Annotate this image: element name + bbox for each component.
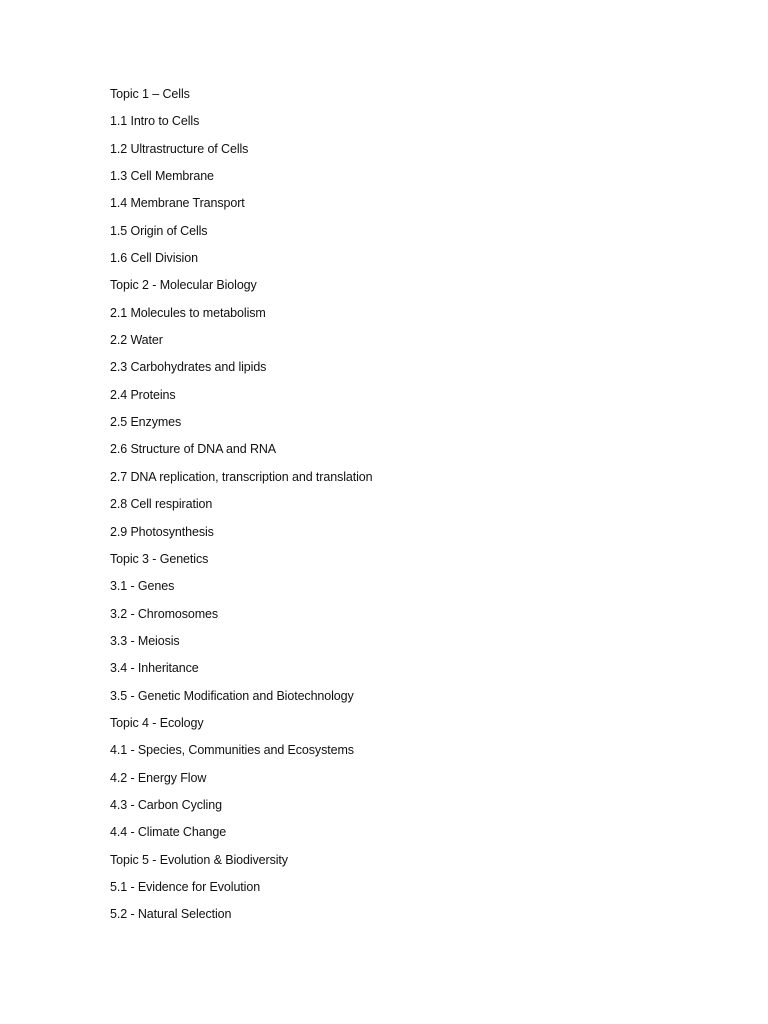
subtopic-line: 3.2 - Chromosomes	[110, 606, 219, 621]
subtopic-line: 1.2 Ultrastructure of Cells	[110, 141, 249, 156]
subtopic-line: 5.2 - Natural Selection	[110, 907, 232, 922]
subtopic-line: 3.1 - Genes	[110, 579, 175, 594]
subtopic-line: 3.3 - Meiosis	[110, 633, 180, 648]
subtopic-line: 1.1 Intro to Cells	[110, 114, 200, 129]
topic-heading: Topic 3 - Genetics	[110, 551, 209, 566]
subtopic-line: 2.2 Water	[110, 333, 163, 348]
subtopic-line: 2.6 Structure of DNA and RNA	[110, 442, 277, 457]
subtopic-line: 4.4 - Climate Change	[110, 825, 227, 840]
subtopic-line: 2.4 Proteins	[110, 387, 176, 402]
subtopic-line: 2.1 Molecules to metabolism	[110, 305, 266, 320]
subtopic-line: 2.9 Photosynthesis	[110, 524, 214, 539]
subtopic-line: 1.4 Membrane Transport	[110, 196, 245, 211]
subtopic-line: 1.5 Origin of Cells	[110, 223, 208, 238]
subtopic-line: 2.7 DNA replication, transcription and translation	[110, 469, 373, 484]
subtopic-line: 2.8 Cell respiration	[110, 497, 213, 512]
subtopic-line: 4.1 - Species, Communities and Ecosystems	[110, 743, 354, 758]
subtopic-line: 2.5 Enzymes	[110, 415, 182, 430]
subtopic-line: 3.4 - Inheritance	[110, 661, 199, 676]
topic-heading: Topic 5 - Evolution & Biodiversity	[110, 852, 288, 867]
subtopic-line: 1.3 Cell Membrane	[110, 169, 214, 184]
subtopic-line: 4.3 - Carbon Cycling	[110, 797, 222, 812]
subtopic-line: 3.5 - Genetic Modification and Biotechnology	[110, 688, 354, 703]
topic-heading: Topic 1 – Cells	[110, 87, 190, 101]
subtopic-line: 2.3 Carbohydrates and lipids	[110, 360, 267, 375]
subtopic-line: 5.1 - Evidence for Evolution	[110, 879, 261, 894]
subtopic-line: 1.6 Cell Division	[110, 251, 198, 266]
syllabus-outline	[110, 84, 373, 932]
topic-heading: Topic 2 - Molecular Biology	[110, 278, 257, 293]
topic-heading: Topic 4 - Ecology	[110, 715, 204, 730]
subtopic-line: 4.2 - Energy Flow	[110, 770, 207, 785]
